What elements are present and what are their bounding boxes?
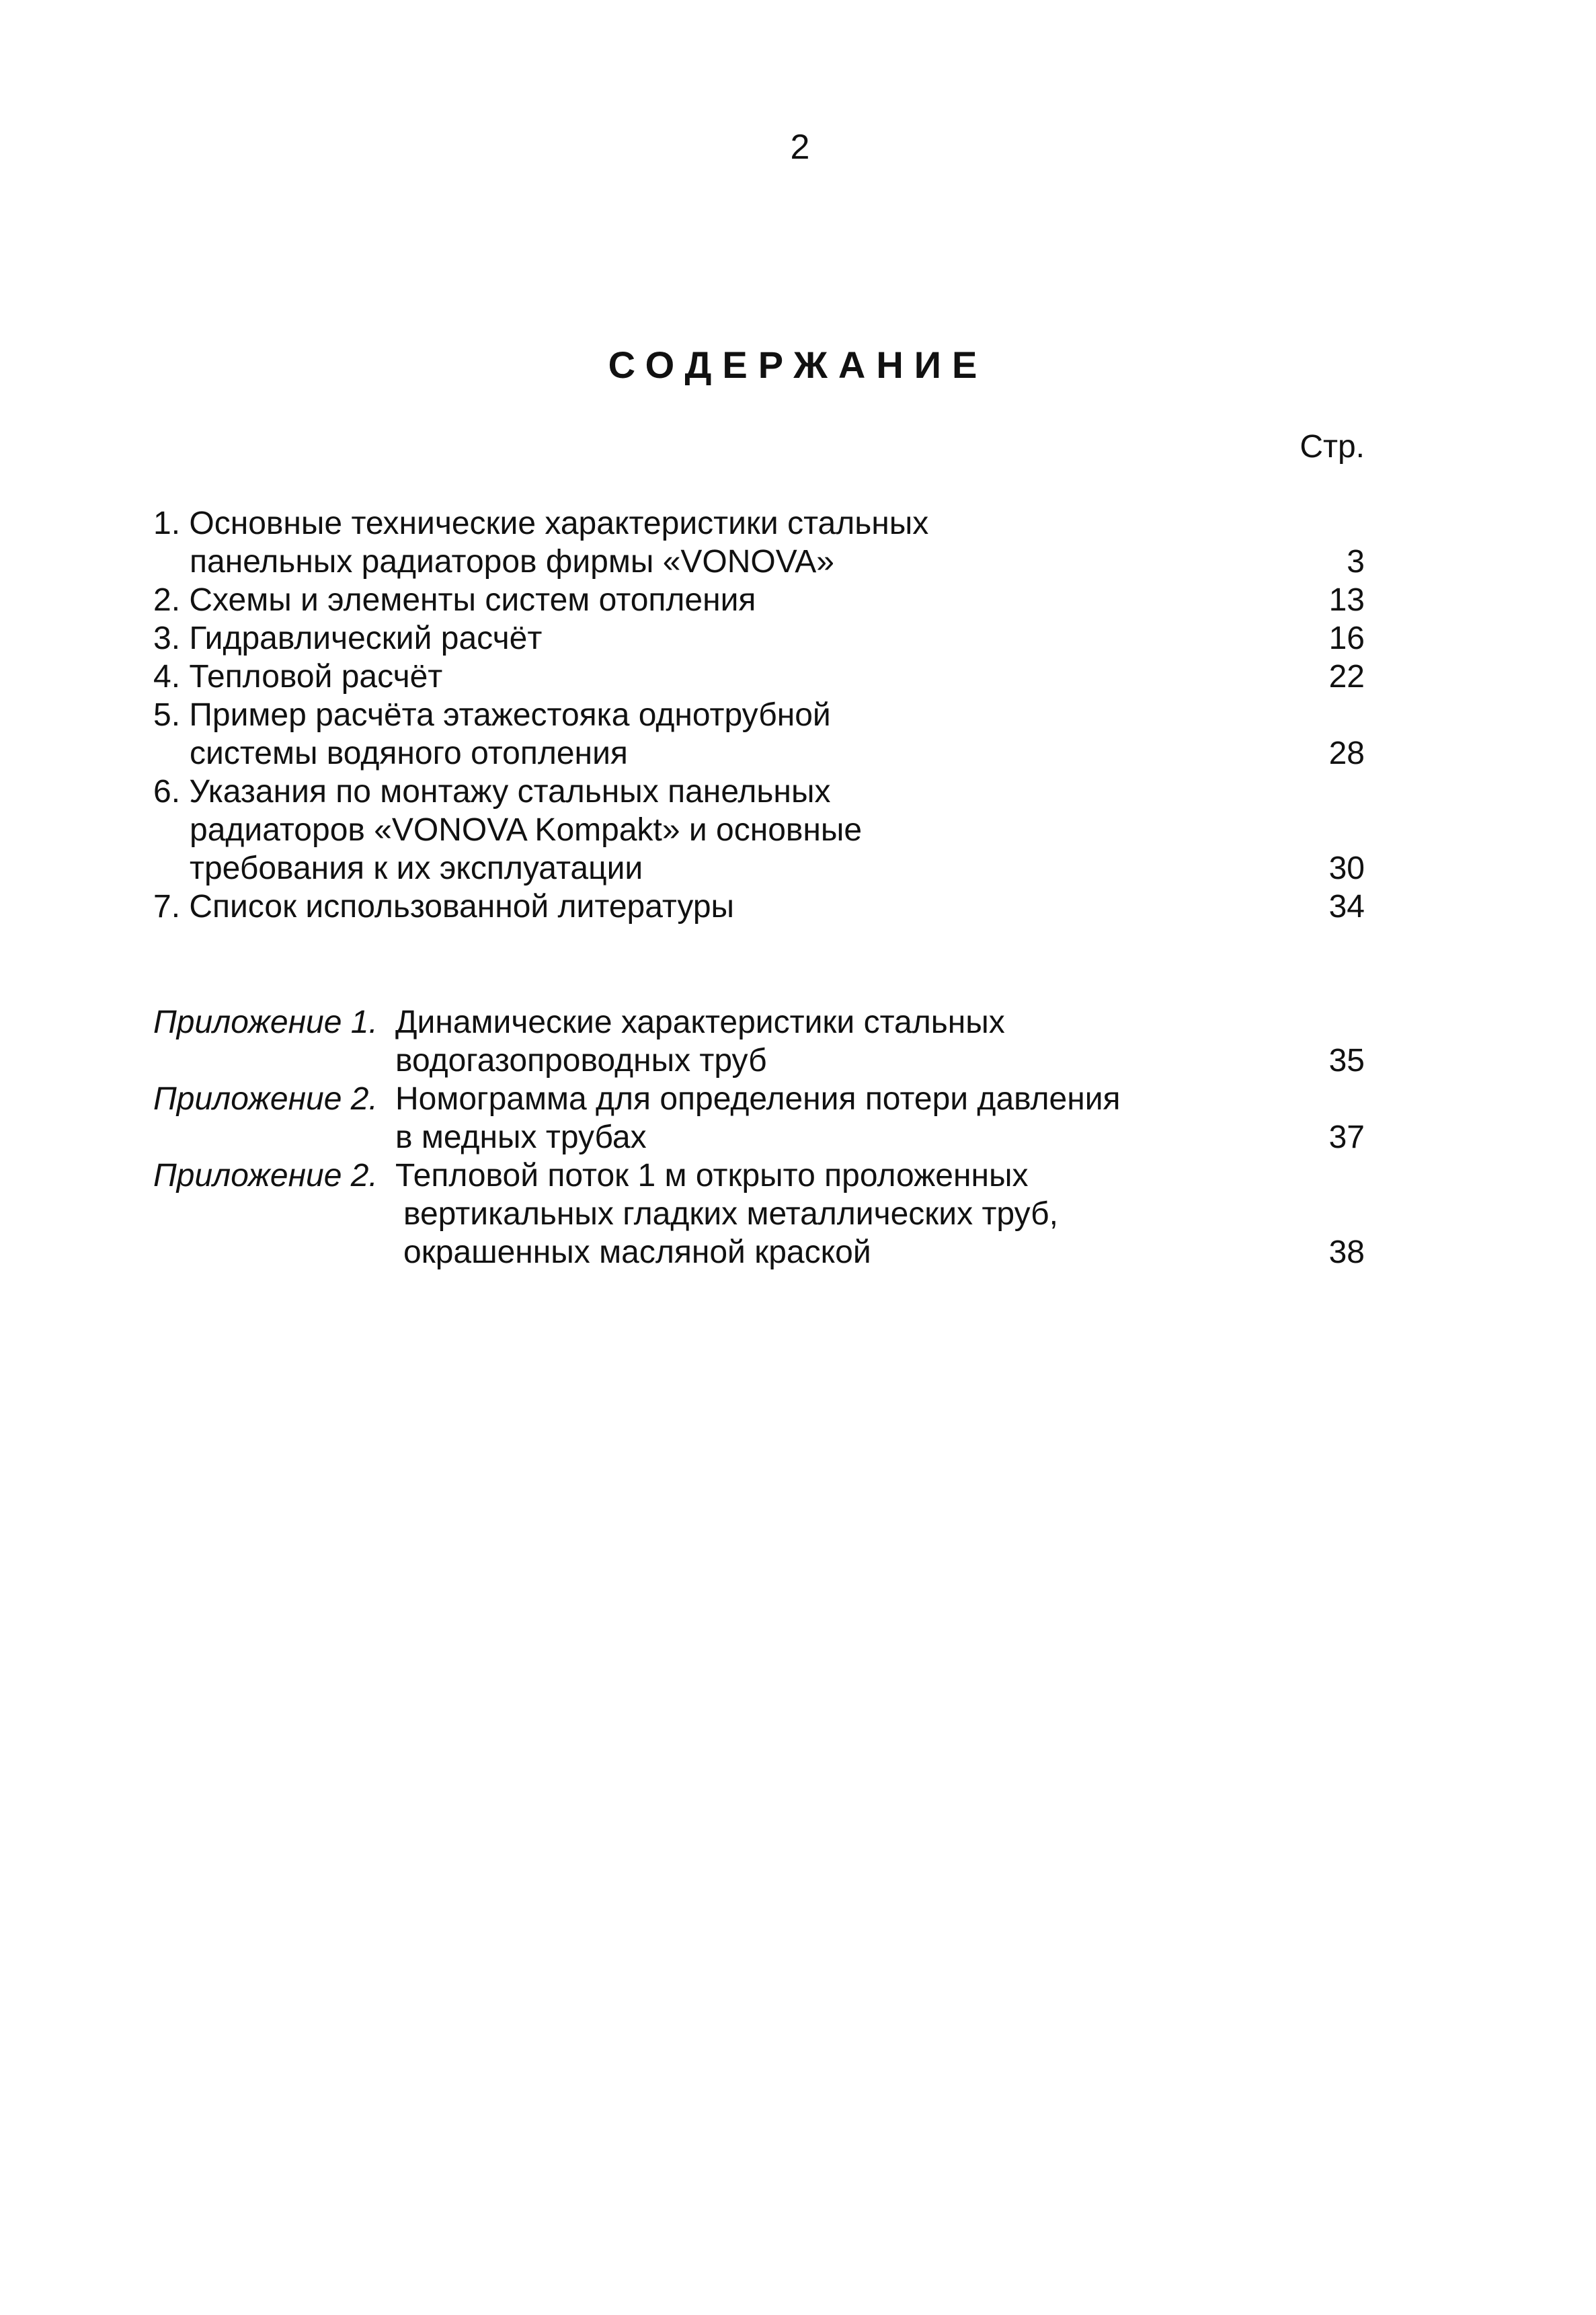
toc-item-1-page: 3 bbox=[1347, 544, 1365, 580]
toc-item-5-line-1: 5. Пример расчёта этажестояка однотрубной bbox=[153, 697, 831, 733]
appendix-1-label: Приложение 1. bbox=[153, 1005, 378, 1040]
appendix-3-page: 38 bbox=[1328, 1234, 1365, 1270]
toc-item-3-line-1: 3. Гидравлический расчёт bbox=[153, 621, 543, 656]
appendix-3-line-3: окрашенных масляной краской bbox=[403, 1234, 871, 1270]
toc-item-4-page: 22 bbox=[1328, 659, 1365, 695]
toc-item-6-page: 30 bbox=[1328, 851, 1365, 886]
toc-item-7-line-1: 7. Список использованной литературы bbox=[153, 889, 735, 925]
appendix-1-line-2: водогазопроводных труб bbox=[395, 1043, 767, 1078]
appendix-3-line-2: вертикальных гладких металлических труб, bbox=[403, 1196, 1058, 1232]
appendix-1-line-1: Динамические характеристики стальных bbox=[395, 1005, 1005, 1040]
page-title: СОДЕРЖАНИЕ bbox=[608, 344, 988, 386]
appendix-2-line-1: Номограмма для определения потери давления bbox=[395, 1081, 1121, 1117]
appendix-3-line-1: Тепловой поток 1 м открыто проложенных bbox=[395, 1158, 1029, 1193]
appendix-2-label: Приложение 2. bbox=[153, 1081, 378, 1117]
page-number: 2 bbox=[790, 128, 810, 167]
toc-item-7-page: 34 bbox=[1328, 889, 1365, 925]
toc-item-1-line-1: 1. Основные технические характеристики стальных bbox=[153, 506, 929, 541]
toc-item-1-line-2: панельных радиаторов фирмы «VONOVA» bbox=[190, 544, 834, 580]
appendix-3-label: Приложение 2. bbox=[153, 1158, 378, 1193]
appendix-2-line-2: в медных трубах bbox=[395, 1120, 647, 1155]
toc-item-6-line-2: радиаторов «VONOVA Kompakt» и основные bbox=[190, 812, 863, 848]
toc-item-4-line-1: 4. Тепловой расчёт bbox=[153, 659, 443, 695]
appendix-2-page: 37 bbox=[1328, 1120, 1365, 1155]
toc-item-6-line-1: 6. Указания по монтажу стальных панельных bbox=[153, 774, 831, 810]
toc-item-3-page: 16 bbox=[1328, 621, 1365, 656]
page-column-header: Стр. bbox=[1300, 429, 1365, 465]
toc-item-6-line-3: требования к их эксплуатации bbox=[190, 851, 643, 886]
toc-item-2-page: 13 bbox=[1328, 582, 1365, 618]
appendix-1-page: 35 bbox=[1328, 1043, 1365, 1078]
toc-item-5-line-2: системы водяного отопления bbox=[190, 736, 628, 771]
toc-item-2-line-1: 2. Схемы и элементы систем отопления bbox=[153, 582, 756, 618]
toc-item-5-page: 28 bbox=[1328, 736, 1365, 771]
